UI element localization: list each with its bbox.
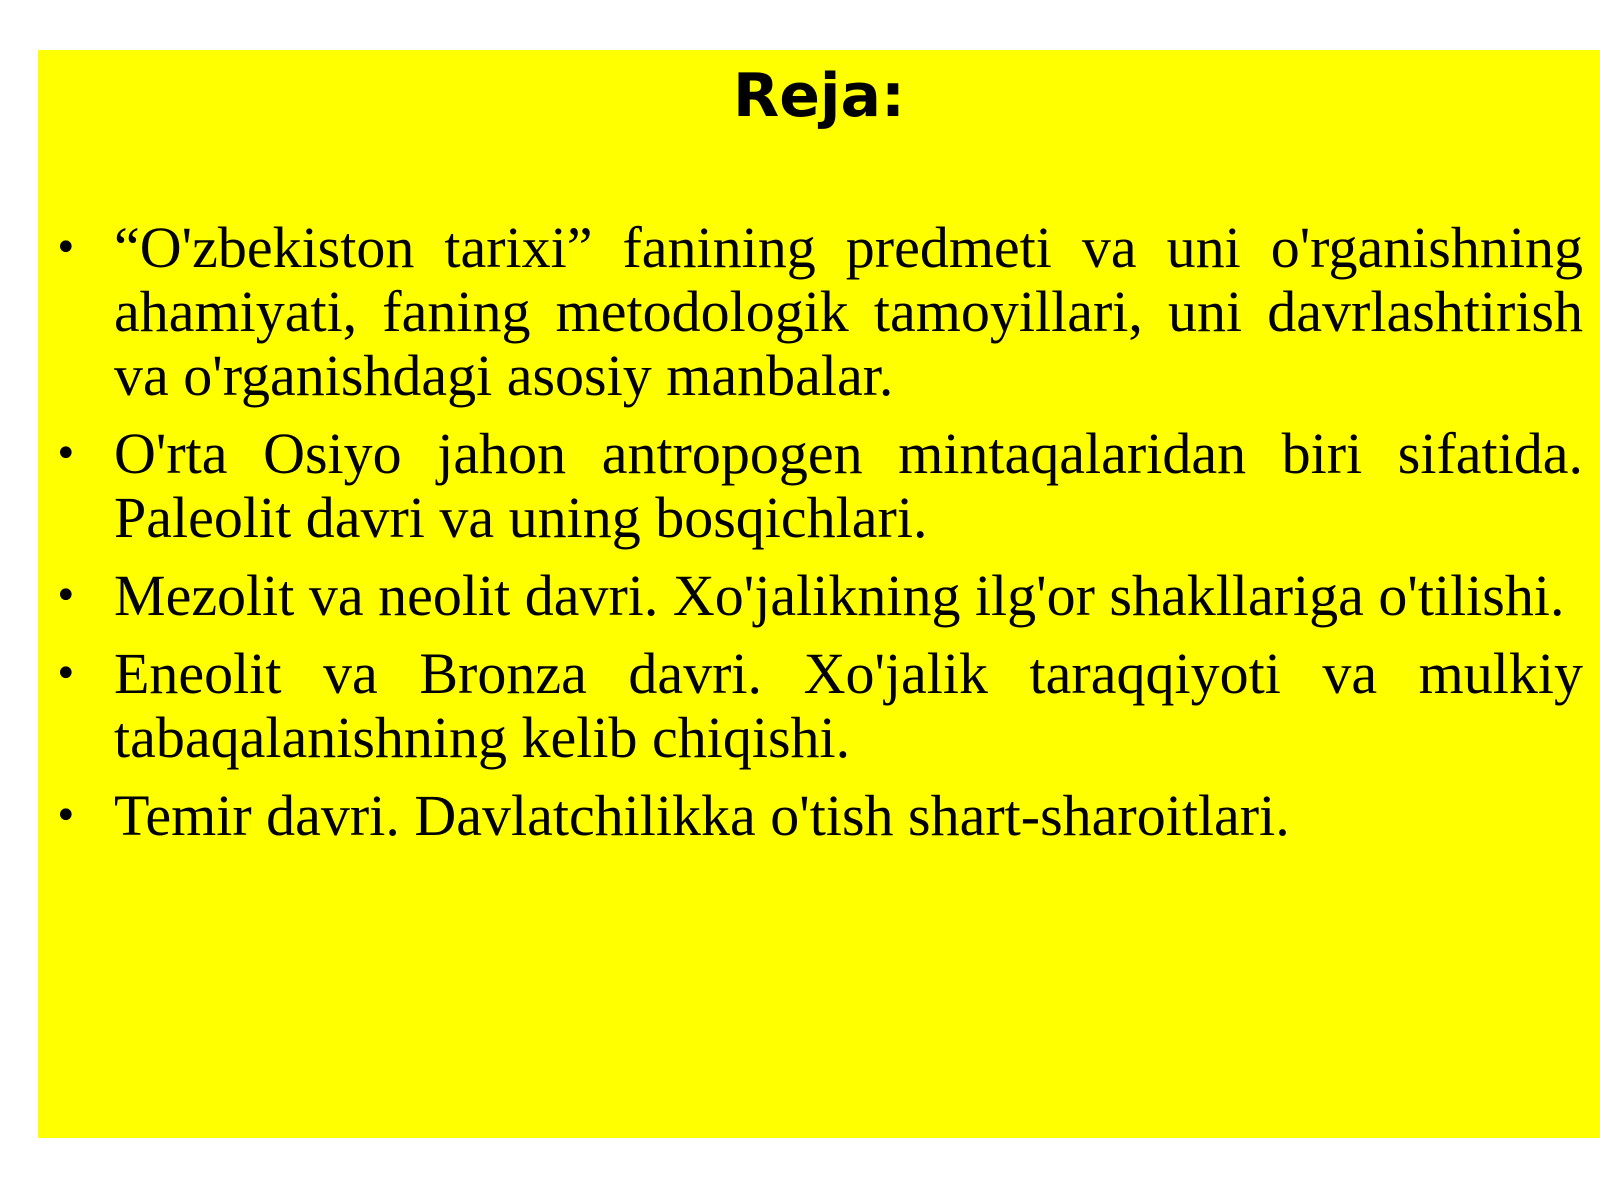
list-item-text: “O'zbekiston tarixi” fanining predmeti va uni o'rganishning ahamiyati, faning metodologik tamoyillari, uni davrlashtirish va o'rganishdagi asosiy manbalar. [114, 215, 1583, 408]
list-item [38, 422, 1583, 550]
list-item [38, 216, 1583, 408]
list-item [38, 784, 1583, 848]
list-item-text: O'rta Osiyo jahon antropogen mintaqalaridan biri sifatida. Paleolit davri va uning bosqichlari. [114, 421, 1583, 550]
bullet-icon: • [54, 651, 78, 697]
slide-title: Reja: [733, 61, 905, 131]
bullet-icon: • [54, 431, 78, 477]
list-item-text: Eneolit va Bronza davri. Xo'jalik taraqqiyoti va mulkiy tabaqalanishning kelib chiqishi. [114, 641, 1583, 770]
slide-panel [38, 50, 1600, 1138]
bullet-list [38, 216, 1583, 862]
bullet-icon: • [54, 793, 78, 839]
list-item [38, 642, 1583, 770]
list-item [38, 564, 1583, 628]
bullet-icon: • [54, 225, 78, 271]
list-item-text: Mezolit va neolit davri. Xo'jalikning ilg'or shakllariga o'tilishi. [114, 563, 1565, 628]
bullet-icon: • [54, 573, 78, 619]
list-item-text: Temir davri. Davlatchilikka o'tish shart-sharoitlari. [114, 783, 1290, 848]
